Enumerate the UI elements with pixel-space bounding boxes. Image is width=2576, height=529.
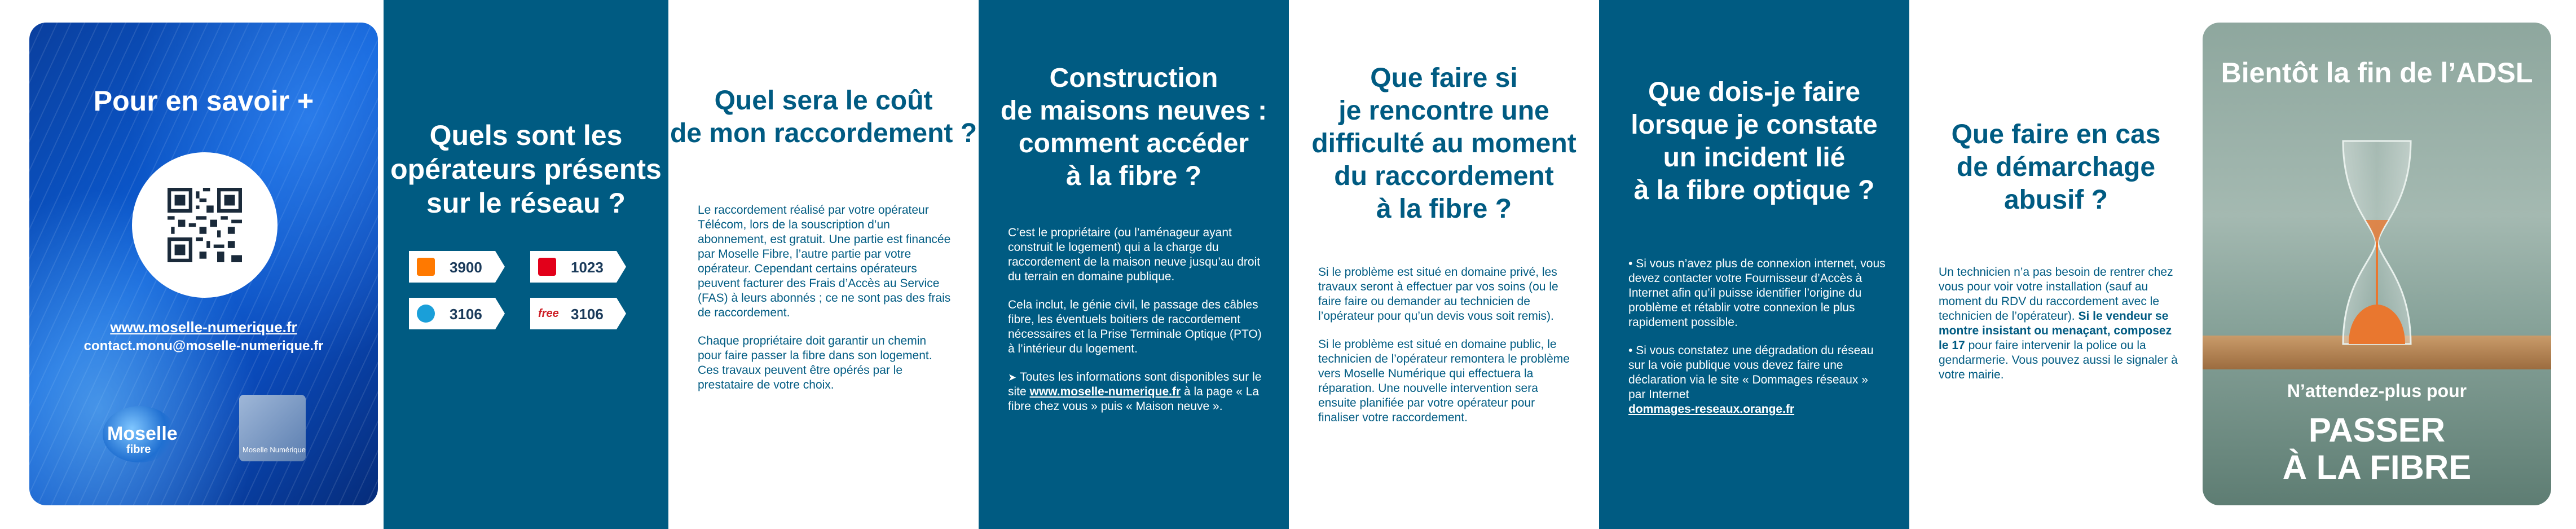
operator-number: 3106 (450, 306, 482, 323)
heading-line: Que dois-je faire (1648, 77, 1861, 107)
difficulty-panel (1289, 0, 1599, 529)
website-link[interactable]: www.moselle-numerique.fr (110, 319, 297, 336)
heading-line: Construction (1049, 63, 1218, 93)
new-house-panel (979, 0, 1289, 529)
adsl-end-card (2203, 23, 2551, 505)
incident-panel (1599, 0, 1909, 529)
qr-code-icon[interactable] (168, 188, 242, 262)
cta-line: PASSER (2308, 411, 2446, 449)
text: Toutes les informations sont disponibles sur le site (1008, 371, 1262, 398)
paragraph: • Si vous n’avez plus de connexion internet, vous devez contacter votre Fournisseur d’Accès à Internet afin qu’il puisse identifier l’origine du problème et rétablir votre connexion le plus rapidement possible. (1628, 257, 1886, 329)
bouygues-logo-icon (417, 305, 435, 323)
heading-line: à la fibre ? (1065, 161, 1202, 191)
operators-panel (384, 0, 668, 529)
paragraph: Si le problème est situé en domaine public, le technicien de l’opérateur remontera le problème vers Moselle Numérique qui effectuera la réparation. Une nouvelle intervention sera ensuite planifiée par votre opérateur pour finaliser votre raccordement. (1318, 338, 1570, 424)
text: Un technicien n’a pas besoin de rentrer chez vous pour voir votre installation (sauf au moment du RDV du raccordement avec le technicien de l’opérateur). (1939, 266, 2173, 323)
info-card (29, 23, 378, 505)
paragraph (1939, 265, 2181, 382)
heading-line: à la fibre optique ? (1633, 175, 1875, 205)
cost-panel (668, 0, 979, 529)
bold-text: Si le vendeur se montre insistant ou menaçant, composez le 17 (1939, 310, 2172, 352)
heading-line: comment accéder (1018, 129, 1249, 158)
heading-line: de mon raccordement ? (670, 118, 977, 148)
dommages-link[interactable]: dommages-reseaux.orange.fr (1628, 403, 1795, 416)
logo2-text: Moselle Numérique (243, 446, 306, 454)
cta-line: À LA FIBRE (2282, 448, 2472, 486)
website-link[interactable]: www.moselle-numerique.fr (1029, 385, 1181, 398)
orange-logo-icon (417, 258, 435, 276)
cost-body (698, 203, 952, 406)
text: • Si vous constatez une dégradation du réseau sur la voie publique vous devez faire une déclaration via le site « Dommages réseaux » par Internet (1628, 344, 1874, 401)
logo-text-sub: fibre (126, 443, 151, 456)
cost-heading (668, 85, 979, 150)
heading-line: Quel sera le coût (714, 86, 933, 116)
canvassing-panel (1909, 0, 2203, 529)
heading-line: de démarchage (1956, 152, 2156, 182)
heading-line: Que faire si (1370, 63, 1518, 93)
hourglass-icon (2332, 135, 2422, 350)
heading-line: du raccordement (1334, 161, 1554, 191)
operator-badge-sfr (530, 251, 626, 283)
heading-line: difficulté au moment (1311, 129, 1577, 158)
logo-text-main: Moselle (107, 423, 178, 444)
paragraph (1008, 370, 1267, 414)
info-title: Pour en savoir + (93, 85, 314, 117)
operator-number: 3106 (571, 306, 604, 323)
operators-heading (384, 118, 668, 220)
paragraph (1628, 343, 1888, 417)
heading-line: un incident lié (1663, 143, 1846, 173)
text: pour faire intervenir la police ou la gendarmerie. Vous pouvez aussi le signaler à votre mairie. (1939, 339, 2178, 381)
operator-number: 1023 (571, 259, 604, 276)
heading-line: je rencontre une (1338, 96, 1549, 126)
canvassing-body (1939, 265, 2181, 396)
email-link[interactable]: contact.monu@moselle-numerique.fr (83, 338, 324, 354)
moselle-numerique-logo (239, 395, 306, 461)
adsl-subtitle: N’attendez-plus pour (2287, 381, 2467, 401)
incident-body (1628, 257, 1888, 430)
paragraph: Si le problème est situé en domaine privé, les travaux seront à effectuer par vos soins (ou le faire faire ou demander au technicien de l’opérateur pour qu’un devis vous soit remis). (1318, 266, 1558, 323)
operator-badge-bouygues (409, 298, 505, 329)
adsl-cta (2203, 412, 2551, 486)
paragraph: Cela inclut, le génie civil, le passage des câbles fibre, les éventuels boitiers de raccordement nécessaires et la Prise Terminale Optique (PTO) à l’intérieur du logement. (1008, 298, 1262, 355)
incident-heading (1599, 76, 1909, 207)
difficulty-heading (1289, 62, 1599, 226)
operator-badge-free (530, 298, 626, 329)
heading-line: de maisons neuves : (1000, 96, 1267, 126)
sfr-logo-icon (538, 258, 556, 276)
heading-line: opérateurs présents (390, 153, 662, 185)
new-house-heading (979, 62, 1289, 193)
heading-line: à la fibre ? (1376, 194, 1512, 224)
paragraph: Chaque propriétaire doit garantir un chemin pour faire passer la fibre dans son logement. Ces travaux peuvent être opérés par le prestataire de votre choix. (698, 334, 932, 391)
text: à la page « La fibre chez vous » puis « Maison neuve ». (1008, 385, 1260, 413)
difficulty-body (1318, 265, 1578, 439)
arrow-right-icon: ➤ (1008, 372, 1017, 383)
adsl-title: Bientôt la fin de l’ADSL (2221, 57, 2533, 89)
qr-code-badge (132, 152, 278, 298)
canvassing-heading (1909, 118, 2203, 217)
heading-line: Quels sont les (429, 120, 623, 151)
heading-line: lorsque je constate (1631, 110, 1878, 140)
operator-number: 3900 (450, 259, 482, 276)
operator-badge-orange (409, 251, 505, 283)
paragraph: C’est le propriétaire (ou l’aménageur ayant construit le logement) qui a la charge du raccordement de la maison neuve jusqu’au droit du terrain en domaine publique. (1008, 226, 1261, 283)
paragraph: Le raccordement réalisé par votre opérateur Télécom, lors de la souscription d’un abonnement, est gratuit. Une partie est financée par Moselle Fibre, l’autre partie par votre opérateur. Cependant certains opérateurs peuvent facturer des Frais d’Accès au Service (FAS) à leurs abonnés ; ce ne sont pas des frais de raccordement. (698, 204, 951, 319)
heading-line: abusif ? (2003, 185, 2108, 215)
new-house-body (1008, 226, 1267, 427)
free-logo-icon: free (538, 305, 566, 323)
heading-line: sur le réseau ? (426, 187, 626, 219)
heading-line: Que faire en cas (1951, 120, 2161, 149)
moselle-fibre-logo (103, 406, 176, 462)
